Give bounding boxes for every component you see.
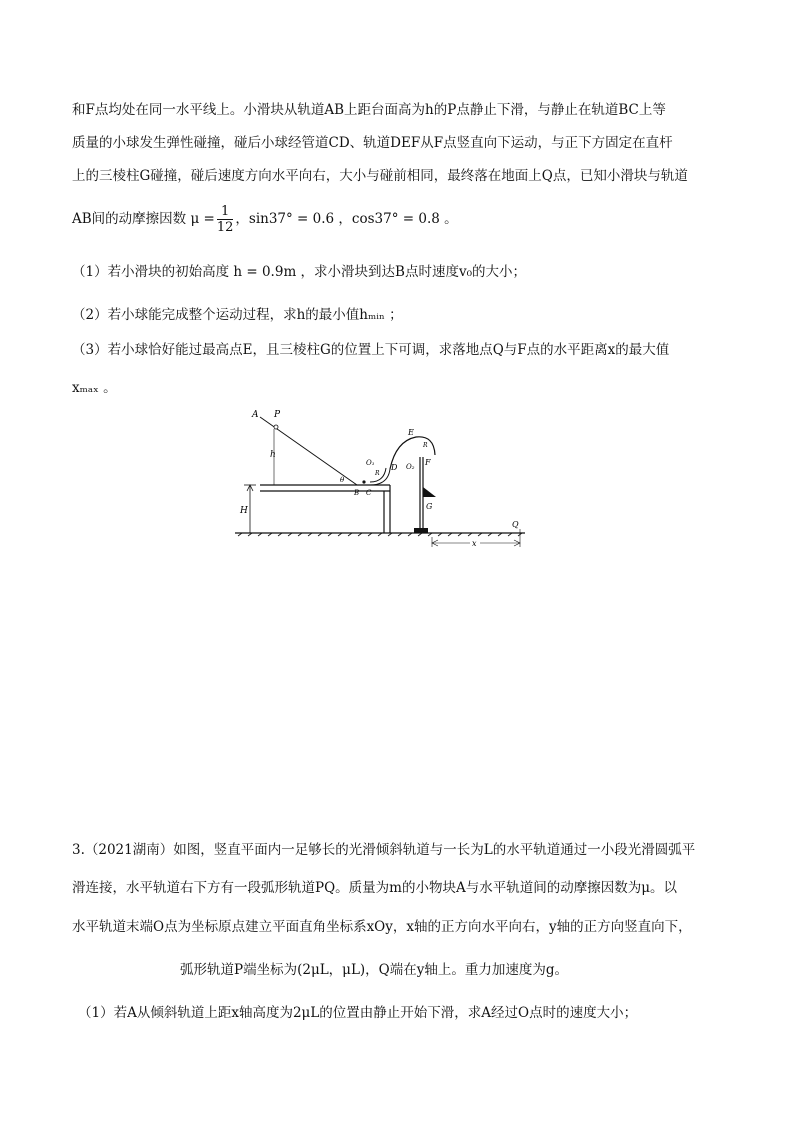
label-F: F	[425, 458, 431, 467]
question-3-continued: xₘₐₓ 。	[72, 380, 117, 396]
pole-base	[414, 528, 428, 533]
friction-coefficient-label: AB间的动摩擦因数 μ =	[72, 211, 215, 227]
problem2-text-line4	[72, 202, 458, 236]
physics-diagram	[230, 405, 530, 554]
track-diagram-svg	[230, 405, 530, 550]
label-C: C	[366, 489, 372, 497]
trig-values: ，sin37° = 0.6 ，cos37° = 0.8 。	[235, 211, 458, 227]
problem3-text-line4: 弧形轨道P端坐标为(2μL，μL)，Q端在y轴上。重力加速度为g。	[180, 962, 569, 978]
question-2: （2）若小球能完成整个运动过程，求h的最小值hₘᵢₙ ；	[72, 307, 403, 323]
label-B: B	[354, 489, 360, 497]
label-R1: R	[375, 470, 380, 477]
slider-P	[274, 425, 278, 429]
problem3-text-line3: 水平轨道末端O点为坐标原点建立平面直角坐标系xOy，x轴的正方向水平向右，y轴的正方向竖直向下，	[72, 919, 692, 935]
label-x: x	[472, 539, 477, 548]
mu-numerator: 1	[217, 204, 234, 220]
label-O1: O₁	[366, 459, 375, 467]
label-D: D	[391, 463, 398, 472]
problem2-text-line2: 质量的小球发生弹性碰撞，碰后小球经管道CD、轨道DEF从F点竖直向下运动，与正下方固定在直杆	[72, 135, 673, 151]
pipe-CD	[370, 469, 390, 485]
mu-fraction	[217, 204, 234, 235]
label-A: A	[252, 410, 259, 420]
mu-denominator: 12	[216, 220, 234, 235]
label-E: E	[408, 428, 414, 437]
problem3-text-line2: 滑连接，水平轨道右下方有一段弧形轨道PQ。质量为m的小物块A与水平轨道间的动摩擦因数为μ。以	[72, 880, 677, 896]
ball	[362, 480, 365, 483]
label-R2: R	[423, 442, 428, 449]
problem3-text-line1: 3.（2021湖南）如图，竖直平面内一足够长的光滑倾斜轨道与一长为L的水平轨道通过一小段光滑圆弧平	[72, 842, 696, 858]
label-G: G	[426, 502, 433, 511]
label-H: H	[240, 506, 248, 516]
label-P: P	[274, 410, 281, 420]
prism-G	[423, 487, 436, 497]
label-O2: O₂	[406, 463, 415, 471]
label-theta: θ	[340, 476, 345, 484]
problem2-text-line1: 和F点均处在同一水平线上。小滑块从轨道AB上距台面高为h的P点静止下滑，与静止在轨道BC上等	[72, 102, 666, 118]
label-Q: Q	[512, 520, 519, 529]
label-h: h	[270, 450, 276, 460]
question-3: （3）若小球恰好能过最高点E，且三棱柱G的位置上下可调，求落地点Q与F点的水平距离x的最大值	[72, 342, 670, 358]
question-1: （1）若小滑块的初始高度 h = 0.9m ，求小滑块到达B点时速度v₀的大小；	[72, 264, 526, 280]
problem3-question-1: （1）若A从倾斜轨道上距x轴高度为2μL的位置由静止开始下滑，求A经过O点时的速度大小；	[78, 1005, 638, 1021]
problem2-text-line3: 上的三棱柱G碰撞，碰后速度方向水平向右，大小与碰前相同，最终落在地面上Q点，已知小滑块与轨道	[72, 168, 688, 184]
